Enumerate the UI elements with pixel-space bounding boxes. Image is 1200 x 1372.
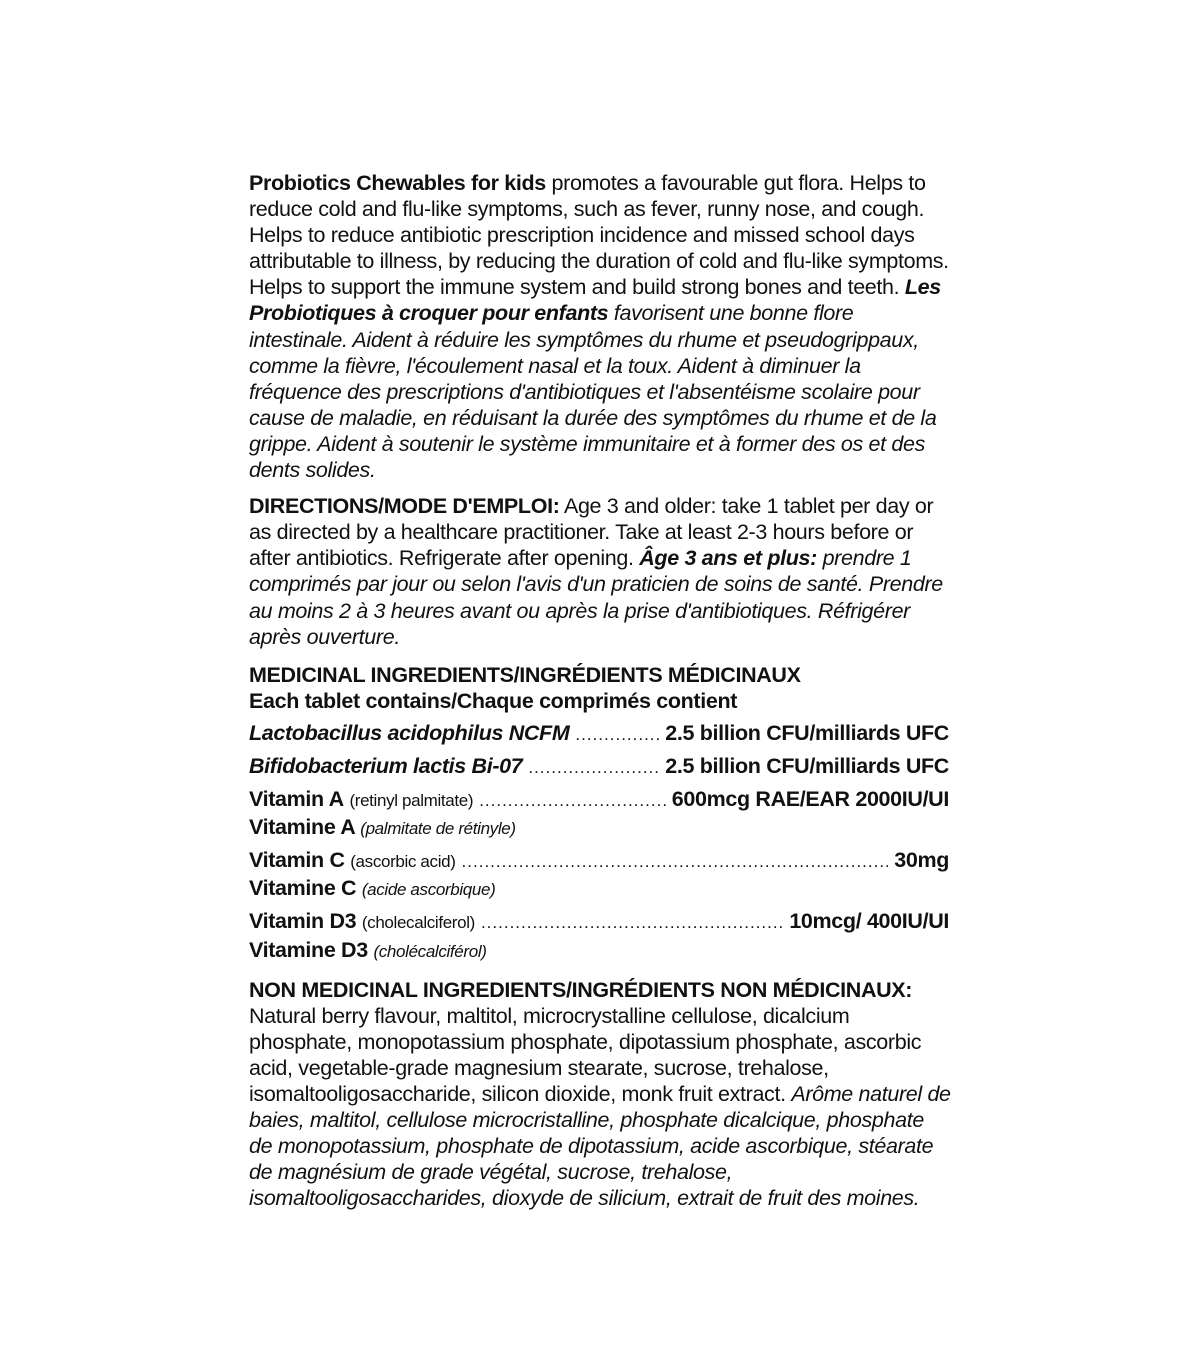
non-medicinal-heading: NON MEDICINAL INGREDIENTS/INGRÉDIENTS NON MÉDICINAUX: (249, 977, 913, 1002)
directions-fr-age: Âge 3 ans et plus: (639, 546, 817, 571)
leader-dots (481, 910, 783, 936)
leader-dots (479, 788, 666, 814)
ingredient-name-fr: Vitamine A (249, 815, 355, 840)
product-name-fr: Les Probiotiques à croquer pour enfants (249, 275, 941, 326)
directions-text-en: Age 3 and older: take 1 tablet per day or as directed by a healthcare practitioner. Take at least 2-3 hours before or after antibiotics. Refrigerate after opening. (249, 494, 934, 571)
claims-text-en: promotes a favourable gut flora. Helps to reduce cold and flu-like symptoms, such as fever, runny nose, and cough. Helps to reduce antibiotic prescription incidence and missed school days attributable to illness, by reducing the duration of cold and flu-like symptoms. Helps to support the immune system and build strong bones and teeth. (249, 171, 949, 300)
ingredient-row (249, 786, 949, 814)
ingredient-name-fr: Vitamine D3 (249, 937, 368, 962)
ingredient-name: Vitamin C (249, 848, 345, 873)
ingredient-amount: 2.5 billion CFU/milliards UFC (665, 753, 949, 778)
ingredient-row (249, 753, 949, 781)
ingredient-fr-line (249, 937, 951, 965)
ingredient-fr-line (249, 814, 951, 842)
leader-dots (462, 849, 889, 875)
ingredient-row (249, 847, 949, 875)
directions-paragraph (249, 493, 951, 650)
ingredient-source: (cholecalciferol) (361, 913, 475, 933)
non-medicinal-section (249, 977, 951, 1212)
ingredient-row (249, 908, 949, 936)
leader-dots (575, 722, 659, 748)
ingredient-source: (ascorbic acid) (350, 852, 456, 872)
ingredient-name-fr: Vitamine C (249, 876, 357, 901)
ingredient-row (249, 720, 949, 748)
ingredient-amount: 2.5 billion CFU/milliards UFC (665, 720, 949, 745)
ingredient-amount: 600mcg RAE/EAR 2000IU/UI (671, 787, 949, 812)
non-medicinal-text-en: Natural berry flavour, maltitol, microcrystalline cellulose, dicalcium phosphate, monopotassium phosphate, dipotassium phosphate, ascorbic acid, vegetable-grade magnesium stearate, sucrose, trehalose, isomaltooligosaccharide, silicon dioxide, monk fruit extract. (249, 1003, 922, 1106)
medicinal-heading: MEDICINAL INGREDIENTS/INGRÉDIENTS MÉDICINAUX (249, 662, 801, 687)
product-name-en: Probiotics Chewables for kids (249, 171, 546, 195)
ingredient-name: Vitamin D3 (249, 909, 357, 934)
ingredient-amount: 10mcg/ 400IU/UI (789, 909, 949, 934)
claims-text-fr: favorisent une bonne flore intestinale. Aident à réduire les symptômes du rhume et pseudogrippaux, comme la fièvre, l'écoulement nasal et la toux. Aident à diminuer la fréquence des prescriptions d'antibiotiques et l'absentéisme scolaire pour cause de maladie, en réduisant la durée des symptômes du rhume et de la grippe. Aident à soutenir le système immunitaire et à former des os et des dents solides. (249, 301, 937, 483)
ingredient-source-fr: (cholécalciférol) (373, 941, 487, 961)
ingredient-source: (retinyl palmitate) (349, 791, 474, 811)
directions-heading: DIRECTIONS/MODE D'EMPLOI: (249, 494, 560, 519)
medicinal-subheading: Each tablet contains/Chaque comprimés contient (249, 688, 738, 713)
product-label-panel (249, 170, 951, 1211)
ingredient-amount: 30mg (894, 848, 949, 873)
ingredient-name: Bifidobacterium lactis Bi-07 (249, 753, 523, 778)
medicinal-ingredients-section (249, 662, 951, 965)
directions-text-fr: prendre 1 comprimés par jour ou selon l'avis d'un praticien de soins de santé. Prendre au moins 2 à 3 heures avant ou après la prise d'antibiotiques. Réfrigérer après ouverture. (249, 546, 943, 649)
ingredient-fr-line (249, 875, 951, 903)
ingredient-source-fr: (palmitate de rétinyle) (360, 819, 516, 839)
leader-dots (528, 755, 659, 781)
health-claims-paragraph (249, 170, 951, 483)
ingredient-name: Vitamin A (249, 787, 344, 812)
ingredient-name: Lactobacillus acidophilus NCFM (249, 720, 570, 745)
ingredient-source-fr: (acide ascorbique) (361, 880, 496, 900)
non-medicinal-paragraph (249, 1003, 951, 1212)
non-medicinal-text-fr: Arôme naturel de baies, maltitol, cellulose microcristalline, phosphate dicalcique, phosphate de monopotassium, phosphate de dipotassium, acide ascorbique, stéarate de magnésium de grade végétal, sucrose, trehalose, isomaltooligosaccharides, dioxyde de silicium, extrait de fruit des moines. (249, 1082, 951, 1211)
